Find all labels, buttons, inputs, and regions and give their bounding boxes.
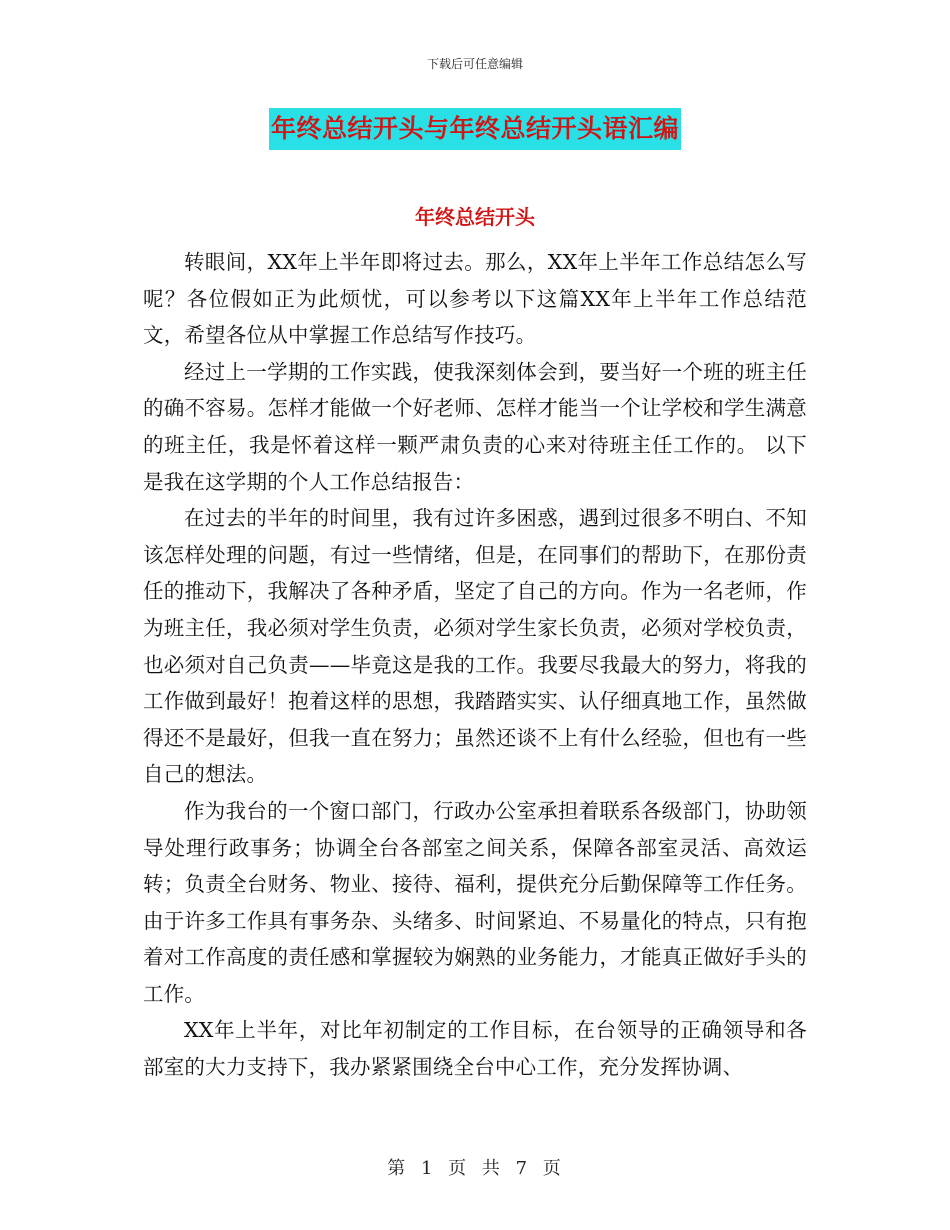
paragraph: 转眼间，XX年上半年即将过去。那么，XX年上半年工作总结怎么写呢？各位假如正为此烦忧，可以参考以下这篇XX年上半年工作总结范文，希望各位从中掌握工作总结写作技巧。 <box>143 250 807 348</box>
paragraph: 作为我台的一个窗口部门，行政办公室承担着联系各级部门，协助领导处理行政事务；协调全台各部室之间关系，保障各部室灵活、高效运转；负责全台财务、物业、接待、福利，提供充分后勤保障等工作任务。由于许多工作具有事务杂、头绪多、时间紧迫、不易量化的特点，只有抱着对工作高度的责任感和掌握较为娴熟的业务能力，才能真正做好手头的工作。 <box>143 798 807 1006</box>
paragraph: 在过去的半年的时间里，我有过许多困惑，遇到过很多不明白、不知该怎样处理的问题，有过一些情绪，但是，在同事们的帮助下，在那份责任的推动下，我解决了各种矛盾，坚定了自己的方向。作为一名老师，作为班主任，我必须对学生负责，必须对学生家长负责，必须对学校负责，也必须对自己负责——毕竟这是我的工作。我要尽我最大的努力，将我的工作做到最好！抱着这样的思想，我踏踏实实、认仔细真地工作，虽然做得还不是最好，但我一直在努力；虽然还谈不上有什么经验，但也有一些自己的想法。 <box>143 506 807 787</box>
page-number: 第 1 页 共 7 页 <box>387 1158 563 1179</box>
section-title: 年终总结开头 <box>415 205 535 229</box>
paragraph: 经过上一学期的工作实践，使我深刻体会到，要当好一个班的班主任的确不容易。怎样才能做一个好老师、怎样才能当一个让学校和学生满意的班主任，我是怀着这样一颗严肃负责的心来对待班主任工作的。 以下是我在这学期的个人工作总结报告： <box>143 359 807 494</box>
title-container <box>0 108 950 150</box>
document-title: 年终总结开头与年终总结开头语汇编 <box>269 108 681 150</box>
document-body <box>143 244 807 1086</box>
page-header-note: 下载后可任意编辑 <box>426 57 523 71</box>
paragraph: XX年上半年，对比年初制定的工作目标，在台领导的正确领导和各部室的大力支持下，我办紧紧围绕全台中心工作，充分发挥协调、 <box>143 1018 807 1080</box>
